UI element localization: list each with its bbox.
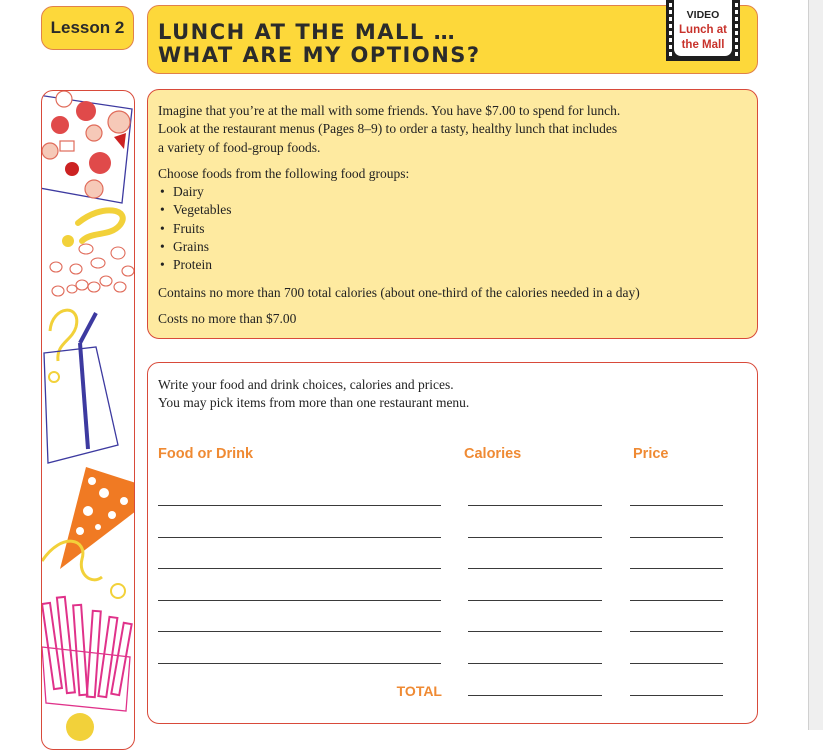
- food-or-drink-blank[interactable]: [158, 568, 441, 569]
- form-instruction: You may pick items from more than one restaurant menu.: [158, 395, 470, 411]
- food-illustration-strip: [41, 90, 135, 750]
- intro-text: [158, 102, 688, 157]
- calorie-limit-text: Contains no more than 700 total calories (about one-third of the calories needed in a day): [158, 284, 640, 300]
- list-item: [158, 220, 747, 238]
- intro-line: Imagine that you’re at the mall with some friends. You have $7.00 to spend for lunch.: [158, 103, 621, 118]
- column-header-price: Price: [633, 446, 669, 462]
- total-label: TOTAL: [396, 683, 442, 699]
- food-group-fruits: Fruits: [173, 220, 205, 236]
- total-price-blank[interactable]: [630, 695, 723, 696]
- fruit-tray-icon: [42, 91, 132, 203]
- page-title-line-2: WHAT ARE MY OPTIONS?: [158, 43, 481, 67]
- video-label: VIDEO: [686, 9, 720, 21]
- bullet-icon: •: [160, 257, 165, 273]
- video-label-panel: [674, 0, 732, 56]
- food-or-drink-blank[interactable]: [158, 505, 441, 506]
- video-badge[interactable]: [666, 0, 740, 61]
- food-groups-list: [158, 183, 747, 274]
- price-blank[interactable]: [630, 631, 723, 632]
- page-title-line-1: LUNCH AT THE MALL …: [158, 20, 457, 44]
- bullet-icon: •: [160, 220, 165, 236]
- food-or-drink-blank[interactable]: [158, 537, 441, 538]
- calories-blank[interactable]: [468, 600, 602, 601]
- food-group-vegetables: Vegetables: [173, 202, 232, 218]
- bullet-icon: •: [160, 239, 165, 255]
- scrollbar[interactable]: [808, 0, 823, 730]
- price-blank[interactable]: [630, 537, 723, 538]
- intro-line: a variety of food-group foods.: [158, 139, 321, 155]
- food-groups-heading: Choose foods from the following food groups:: [158, 165, 410, 181]
- form-instruction: Write your food and drink choices, calories and prices.: [158, 377, 454, 392]
- lunch-worksheet-form: [147, 362, 758, 724]
- calories-blank[interactable]: [468, 537, 602, 538]
- food-or-drink-blank[interactable]: [158, 600, 441, 601]
- calories-blank[interactable]: [468, 568, 602, 569]
- calories-blank[interactable]: [468, 505, 602, 506]
- list-item: [158, 183, 747, 201]
- price-blank[interactable]: [630, 600, 723, 601]
- calories-blank[interactable]: [468, 663, 602, 664]
- instructions-panel: [147, 89, 758, 339]
- bullet-icon: •: [160, 184, 165, 200]
- price-blank[interactable]: [630, 568, 723, 569]
- price-blank[interactable]: [630, 505, 723, 506]
- price-blank[interactable]: [630, 663, 723, 664]
- food-group-grains: Grains: [173, 239, 209, 255]
- food-group-protein: Protein: [173, 257, 212, 273]
- food-illustration: [42, 91, 135, 750]
- total-calories-blank[interactable]: [468, 695, 602, 696]
- film-strip-icon: [667, 0, 673, 61]
- food-group-dairy: Dairy: [173, 184, 204, 200]
- list-item: [158, 256, 747, 274]
- list-item: [158, 238, 747, 256]
- column-header-calories: Calories: [464, 446, 522, 462]
- video-title-line-2: the Mall: [681, 39, 725, 51]
- lesson-badge: [41, 6, 134, 50]
- calories-blank[interactable]: [468, 631, 602, 632]
- list-item: [158, 201, 747, 219]
- video-title-line-1: Lunch at: [679, 24, 727, 36]
- film-strip-icon: [733, 0, 739, 61]
- food-or-drink-blank[interactable]: [158, 663, 441, 664]
- intro-line: Look at the restaurant menus (Pages 8–9) to order a tasty, healthy lunch that includes: [158, 121, 618, 137]
- lesson-label: Lesson 2: [50, 18, 125, 37]
- cost-limit-text: Costs no more than $7.00: [158, 310, 297, 326]
- column-header-food: Food or Drink: [158, 446, 254, 462]
- food-or-drink-blank[interactable]: [158, 631, 441, 632]
- bullet-icon: •: [160, 202, 165, 218]
